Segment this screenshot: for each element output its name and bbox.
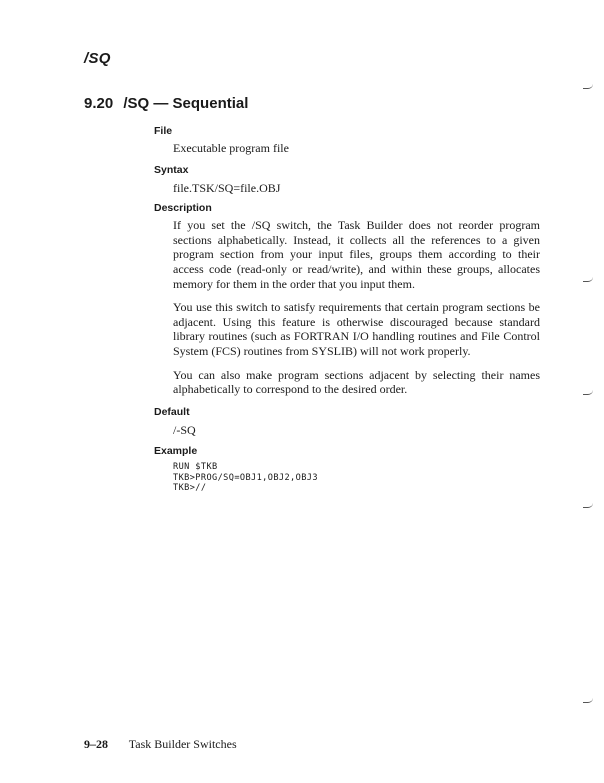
- chapter-title: Task Builder Switches: [128, 737, 237, 751]
- code-line: TKB>PROG/SQ=OBJ1,OBJ2,OBJ3: [173, 472, 318, 483]
- default-text: /-SQ: [173, 422, 196, 437]
- margin-mark: [583, 503, 593, 508]
- margin-mark: [583, 277, 593, 282]
- section-heading: /SQ — Sequential: [123, 95, 249, 112]
- description-paragraph-1: If you set the /SQ switch, the Task Builder does not reorder program sections alphabetically. Instead, it collects all the references to a given program section from your input files, groups them according to their access code (read-only or read/write), and within these groups, allocates memory for them in the order that you input them.: [173, 218, 540, 291]
- margin-mark: [583, 698, 593, 703]
- syntax-text: file.TSK/SQ=file.OBJ: [173, 180, 281, 195]
- file-label: File: [154, 125, 173, 137]
- section-title: [84, 95, 248, 112]
- default-label: Default: [154, 405, 190, 418]
- page-number: 9–28: [84, 737, 108, 751]
- description-paragraph-2: You use this switch to satisfy requirements that certain program sections be adjacent. Using this feature is otherwise discouraged because standard library routines (such as FORTRAN I/O handling routines and File Control System (FCS) routines from SYSLIB) will not work properly.: [173, 300, 540, 358]
- section-content: [154, 125, 540, 493]
- section-number: 9.20: [84, 95, 114, 112]
- syntax-label: Syntax: [154, 163, 189, 176]
- code-line: TKB>//: [173, 482, 207, 493]
- example-label: Example: [154, 445, 198, 458]
- margin-mark: [583, 390, 593, 395]
- page-footer: [84, 737, 237, 752]
- description-paragraph-3: You can also make program sections adjacent by selecting their names alphabetically to correspond to the desired order.: [173, 367, 540, 397]
- file-text: Executable program file: [173, 141, 289, 155]
- description-label: Description: [154, 202, 212, 215]
- code-line: RUN $TKB: [173, 462, 218, 473]
- margin-mark: [583, 84, 593, 89]
- running-head: /SQ: [84, 50, 111, 67]
- example-code: [173, 462, 540, 493]
